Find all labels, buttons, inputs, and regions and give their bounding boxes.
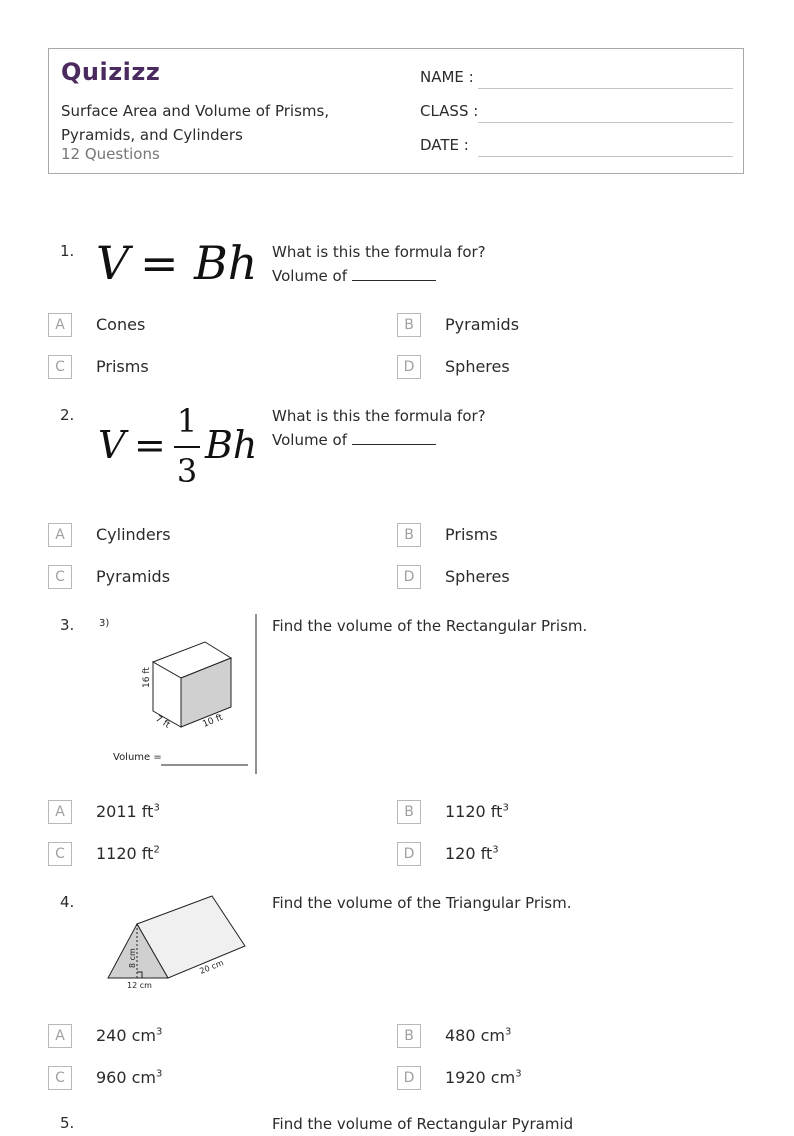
- option-text[interactable]: [96, 1068, 162, 1087]
- option-box-d[interactable]: D: [397, 355, 421, 379]
- option-value: 480 cm: [445, 1026, 506, 1045]
- option-text[interactable]: Pyramids: [445, 315, 520, 334]
- formula-bh: Bh: [194, 236, 258, 290]
- option-text[interactable]: Cones: [96, 315, 146, 334]
- question-line-2: [272, 428, 486, 452]
- option-exponent: 3: [153, 802, 160, 814]
- worksheet-title: Surface Area and Volume of Prisms, Pyramids, and Cylinders: [61, 102, 330, 144]
- question-text: Find the volume of the Triangular Prism.: [272, 894, 572, 912]
- option-value: 1120 ft: [96, 844, 154, 863]
- option-box-c[interactable]: C: [48, 355, 72, 379]
- option-box-c[interactable]: C: [48, 1066, 72, 1090]
- question-number: 2.: [60, 406, 75, 424]
- option-text[interactable]: Prisms: [96, 357, 149, 376]
- height-label: 16 ft: [142, 667, 152, 688]
- option-box-b[interactable]: B: [397, 800, 421, 824]
- option-value: 960 cm: [96, 1068, 157, 1087]
- class-label: CLASS :: [420, 102, 479, 120]
- option-text[interactable]: Pyramids: [96, 567, 171, 586]
- option-exponent: 3: [505, 1026, 512, 1038]
- option-value: 120 ft: [445, 844, 493, 863]
- question-line-text: Volume of: [272, 431, 348, 449]
- option-box-d[interactable]: D: [397, 1066, 421, 1090]
- answer-blank: [352, 430, 436, 445]
- option-exponent: 2: [153, 844, 160, 856]
- option-text[interactable]: Spheres: [445, 567, 510, 586]
- option-text[interactable]: Spheres: [445, 357, 510, 376]
- question-text: Find the volume of the Rectangular Prism.: [272, 617, 588, 635]
- option-box-d[interactable]: D: [397, 565, 421, 589]
- name-field[interactable]: [478, 88, 733, 89]
- option-value: 240 cm: [96, 1026, 157, 1045]
- option-text[interactable]: [445, 802, 509, 821]
- question-text: [272, 404, 486, 452]
- formula-equals: =: [140, 236, 179, 290]
- base-label: 12 cm: [127, 981, 152, 990]
- option-text[interactable]: [445, 1026, 511, 1045]
- option-text[interactable]: [96, 802, 160, 821]
- option-box-b[interactable]: B: [397, 523, 421, 547]
- triangular-prism-figure: [100, 890, 260, 994]
- option-text[interactable]: [445, 1068, 522, 1087]
- question-line-text: Volume of: [272, 267, 348, 285]
- option-exponent: 3: [156, 1068, 163, 1080]
- question-count: 12 Questions: [61, 145, 160, 163]
- length-label: 20 cm: [198, 958, 225, 976]
- option-text[interactable]: [96, 1026, 162, 1045]
- answer-blank: [352, 266, 436, 281]
- option-value: 2011 ft: [96, 802, 154, 821]
- date-label: DATE :: [420, 136, 469, 154]
- option-box-a[interactable]: A: [48, 313, 72, 337]
- fraction-denominator: 3: [176, 452, 198, 490]
- option-value: 1920 cm: [445, 1068, 516, 1087]
- option-box-c[interactable]: C: [48, 565, 72, 589]
- class-field[interactable]: [478, 122, 733, 123]
- formula-v: V: [98, 423, 126, 467]
- question-number: 5.: [60, 1114, 75, 1132]
- option-box-b[interactable]: B: [397, 313, 421, 337]
- question-line: What is this the formula for?: [272, 243, 486, 261]
- name-label: NAME :: [420, 68, 474, 86]
- formula-bh: Bh: [205, 423, 258, 467]
- option-box-c[interactable]: C: [48, 842, 72, 866]
- formula-equals: =: [134, 423, 166, 467]
- rectangular-prism-figure: [95, 612, 265, 778]
- option-value: 1120 ft: [445, 802, 503, 821]
- width-label: 10 ft: [201, 712, 225, 730]
- option-text[interactable]: Prisms: [445, 525, 498, 544]
- figure-tag: 3): [99, 618, 110, 629]
- question-number: 1.: [60, 242, 75, 260]
- question-line-2: [272, 264, 486, 288]
- formula-v: V: [96, 236, 130, 290]
- option-text[interactable]: Cylinders: [96, 525, 171, 544]
- option-box-d[interactable]: D: [397, 842, 421, 866]
- question-number: 3.: [60, 616, 75, 634]
- question-text: [272, 240, 486, 288]
- date-field[interactable]: [478, 156, 733, 157]
- question-text: Find the volume of Rectangular Pyramid: [272, 1115, 574, 1133]
- depth-label: 7 ft: [153, 714, 172, 731]
- option-exponent: 3: [515, 1068, 522, 1080]
- quizizz-logo: Quizizz: [61, 58, 161, 86]
- option-box-b[interactable]: B: [397, 1024, 421, 1048]
- option-box-a[interactable]: A: [48, 1024, 72, 1048]
- question-line: What is this the formula for?: [272, 407, 486, 425]
- volume-label: Volume =: [113, 752, 162, 763]
- option-box-a[interactable]: A: [48, 523, 72, 547]
- option-exponent: 3: [502, 802, 509, 814]
- option-exponent: 3: [492, 844, 499, 856]
- height-label: 8 cm: [128, 948, 137, 968]
- option-text[interactable]: [445, 844, 499, 863]
- option-exponent: 3: [156, 1026, 163, 1038]
- fraction-numerator: 1: [176, 402, 198, 440]
- question-number: 4.: [60, 893, 75, 911]
- option-box-a[interactable]: A: [48, 800, 72, 824]
- fraction-bar: [174, 446, 200, 448]
- option-text[interactable]: [96, 844, 160, 863]
